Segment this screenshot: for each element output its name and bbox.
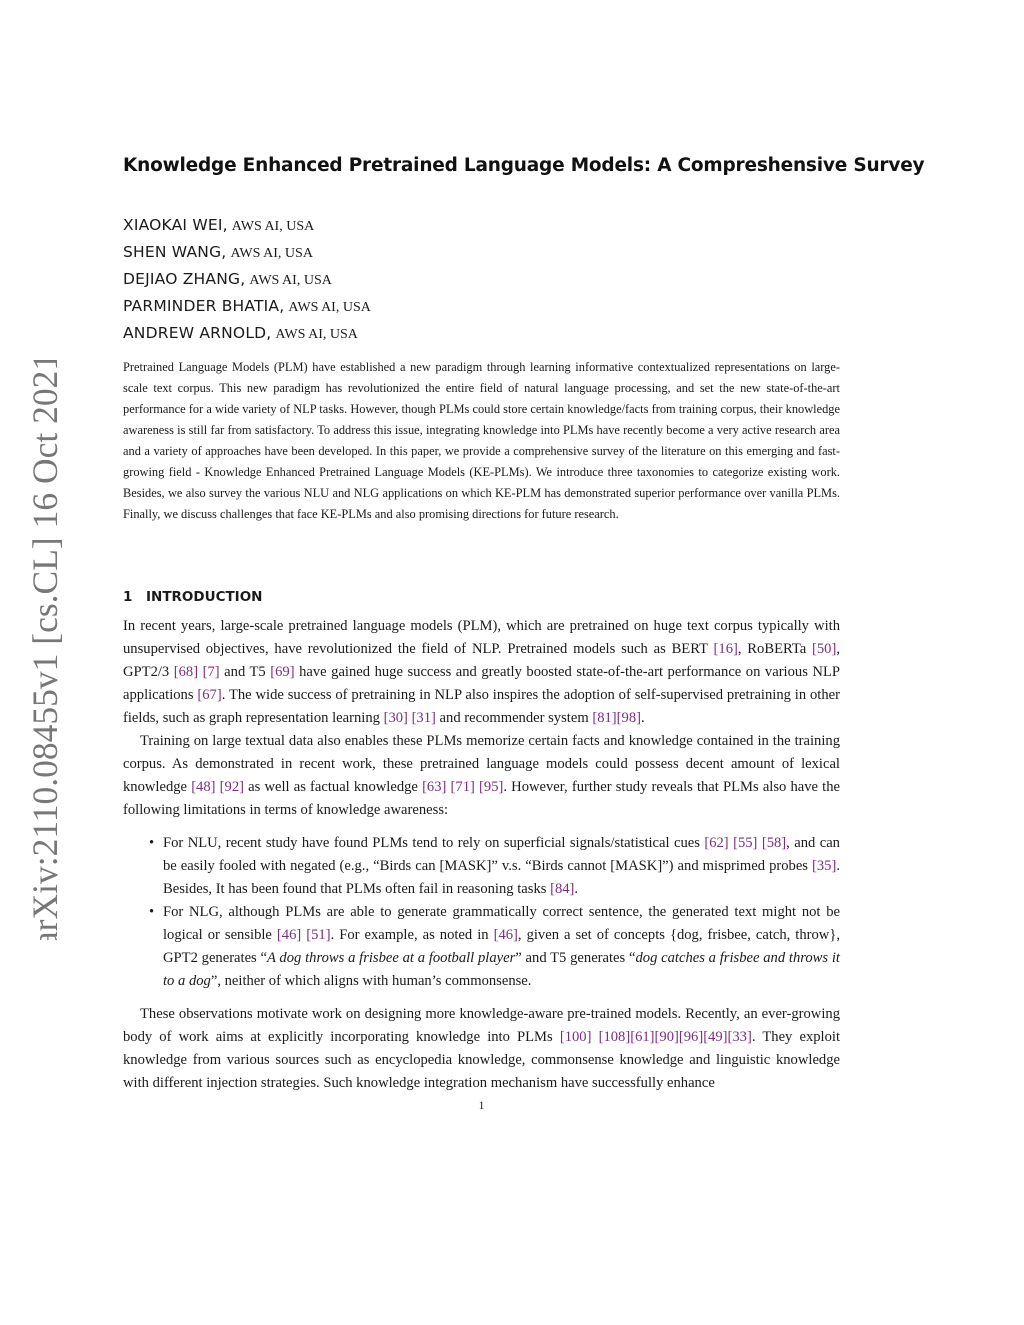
text: and T5 xyxy=(219,664,271,680)
citation-link[interactable]: [61] xyxy=(630,1029,655,1045)
citation-link[interactable]: [51] xyxy=(306,927,331,943)
citation-link[interactable]: [33] xyxy=(727,1029,752,1045)
citation-link[interactable]: [62] xyxy=(704,835,729,851)
citation-link[interactable]: [35] xyxy=(812,858,837,874)
text: For NLG, although PLMs are able to generate grammatically correct sentence, the generated text might not be logical or sensible xyxy=(163,904,840,943)
author-name: PARMINDER BHATIA, xyxy=(123,297,285,315)
citation-link[interactable]: [96] xyxy=(678,1029,704,1045)
paragraph xyxy=(123,615,840,730)
text: ” and T5 generates “ xyxy=(515,950,636,966)
example-output-gpt2: A dog throws a frisbee at a football player xyxy=(267,950,516,966)
text: . xyxy=(574,881,579,897)
author-affiliation: AWS AI, USA xyxy=(231,219,315,234)
paper-title: Knowledge Enhanced Pretrained Language Models: A Compreshensive Survey xyxy=(123,155,925,176)
citation-link[interactable]: [16] xyxy=(713,641,738,657)
text: Training on large textual data also enables these PLMs memorize certain facts and knowledge contained in the training corpus. As demonstrated in recent work, these pretrained language models could possess decent amount of lexical knowledge xyxy=(123,733,840,795)
text xyxy=(591,1029,598,1045)
text: For NLU, recent study have found PLMs tend to rely on superficial signals/statistical cues xyxy=(163,835,705,851)
text: . xyxy=(640,710,645,726)
text: as well as factual knowledge xyxy=(244,779,423,795)
citation-link[interactable]: [58] xyxy=(761,835,787,851)
citation-link[interactable]: [84] xyxy=(550,881,575,897)
section-title: INTRODUCTION xyxy=(146,589,263,605)
citation-link[interactable]: [90] xyxy=(654,1029,679,1045)
page-number: 1 xyxy=(478,1100,485,1112)
author-affiliation: AWS AI, USA xyxy=(275,327,358,342)
citation-link[interactable]: [71] xyxy=(450,779,475,795)
section-heading xyxy=(123,589,840,605)
citation-link[interactable]: [48] xyxy=(191,779,216,795)
citation-link[interactable]: [95] xyxy=(479,779,504,795)
text: , given a set of concepts {dog, frisbee, catch, throw}, GPT2 generates “ xyxy=(163,927,841,966)
citation-link[interactable]: [63] xyxy=(422,779,447,795)
text: . Besides, It has been found that PLMs often fail in reasoning tasks xyxy=(163,858,840,897)
text: In recent years, large-scale pretrained language models (PLM), which are pretrained on huge text corpus typically with unsupervised objectives, have revolutionized the field of NLP. Pretrained models such as BERT xyxy=(123,618,840,657)
citation-link[interactable]: [46] xyxy=(276,927,302,943)
citation-link[interactable]: [46] xyxy=(493,927,518,943)
paragraph xyxy=(123,1003,840,1095)
citation-link[interactable]: [108] xyxy=(598,1029,631,1045)
bullet-icon: • xyxy=(149,835,155,851)
text: . The wide success of pretraining in NLP also inspires the adoption of self-supervised pretraining in other fields, such as graph representation learning xyxy=(123,687,840,726)
author-affiliation: AWS AI, USA xyxy=(230,246,313,261)
text: , and can be easily fooled with negated (e.g., “Birds can [MASK]” v.s. “Birds cannot [MASK]”) and misprimed probes xyxy=(163,835,840,874)
author xyxy=(123,239,840,266)
body-text xyxy=(123,615,840,1095)
text: . They exploit knowledge from various sources such as encyclopedia knowledge, commonsense knowledge and linguistic knowledge with different injection strategies. Such knowledge integration mechanism have successfully enhance xyxy=(123,1029,840,1091)
author xyxy=(123,212,840,239)
citation-link[interactable]: [98] xyxy=(616,710,641,726)
author-affiliation: AWS AI, USA xyxy=(249,273,332,288)
limitations-list xyxy=(123,832,840,993)
author-name: DEJIAO ZHANG, xyxy=(123,270,246,288)
author xyxy=(123,320,840,347)
citation-link[interactable]: [30] xyxy=(383,710,408,726)
citation-link[interactable]: [69] xyxy=(270,664,295,680)
citation-link[interactable]: [100] xyxy=(559,1029,592,1045)
text: These observations motivate work on designing more knowledge-aware pre-trained models. Recently, an ever-growing body of work aims at explicitly incorporating knowledge into PLMs xyxy=(123,1006,840,1045)
author-name: XIAOKAI WEI, xyxy=(123,216,228,234)
text: and recommender system xyxy=(435,710,593,726)
author-affiliation: AWS AI, USA xyxy=(288,300,371,315)
text: . However, further study reveals that PLMs also have the following limitations in terms of knowledge awareness: xyxy=(123,779,840,818)
citation-link[interactable]: [67] xyxy=(197,687,222,703)
section-number: 1 xyxy=(123,589,133,605)
author xyxy=(123,266,840,293)
arxiv-identifier: arXiv:2110.08455v1 [cs.CL] 16 Oct 2021 xyxy=(25,360,65,940)
citation-link[interactable]: [49] xyxy=(703,1029,728,1045)
arxiv-stamp xyxy=(12,360,72,940)
author-name: ANDREW ARNOLD, xyxy=(123,324,272,342)
list-item xyxy=(149,832,840,901)
author xyxy=(123,293,840,320)
citation-link[interactable]: [81] xyxy=(592,710,617,726)
text: ”, neither of which aligns with human’s commonsense. xyxy=(210,973,532,989)
text: have gained huge success and greatly boosted state-of-the-art performance on various NLP applications xyxy=(123,664,840,703)
citation-link[interactable]: [50] xyxy=(812,641,837,657)
citation-link[interactable]: [68] xyxy=(173,664,199,680)
citation-link[interactable]: [7] xyxy=(202,664,220,680)
citation-link[interactable]: [55] xyxy=(733,835,758,851)
example-output-t5: dog catches a frisbee and throws it to a dog xyxy=(163,950,840,989)
author-name: SHEN WANG, xyxy=(123,243,227,261)
citation-link[interactable]: [92] xyxy=(219,779,244,795)
citation-link[interactable]: [31] xyxy=(411,710,436,726)
bullet-icon: • xyxy=(149,904,155,920)
list-item xyxy=(149,901,841,993)
author-list xyxy=(123,212,840,347)
text: , RoBERTa xyxy=(737,641,813,657)
abstract: Pretrained Language Models (PLM) have established a new paradigm through learning informative contextualized representations on large-scale text corpus. This new paradigm has revolutionized the entire field of natural language processing, and set the new state-of-the-art performance for a wide variety of NLP tasks. However, though PLMs could store certain knowledge/facts from training corpus, their knowledge awareness is still far from satisfactory. To address this issue, integrating knowledge into PLMs have recently become a very active research area and a variety of approaches have been developed. In this paper, we provide a comprehensive survey of the literature on this emerging and fast-growing field - Knowledge Enhanced Pretrained Language Models (KE-PLMs). We introduce three taxonomies to categorize existing work. Besides, we also survey the various NLU and NLG applications on which KE-PLM has demonstrated superior performance over vanilla PLMs. Finally, we discuss challenges that face KE-PLMs and also promising directions for future research. xyxy=(123,360,840,521)
text: . For example, as noted in xyxy=(330,927,494,943)
paragraph xyxy=(123,730,840,822)
text: , GPT2/3 xyxy=(123,641,840,680)
